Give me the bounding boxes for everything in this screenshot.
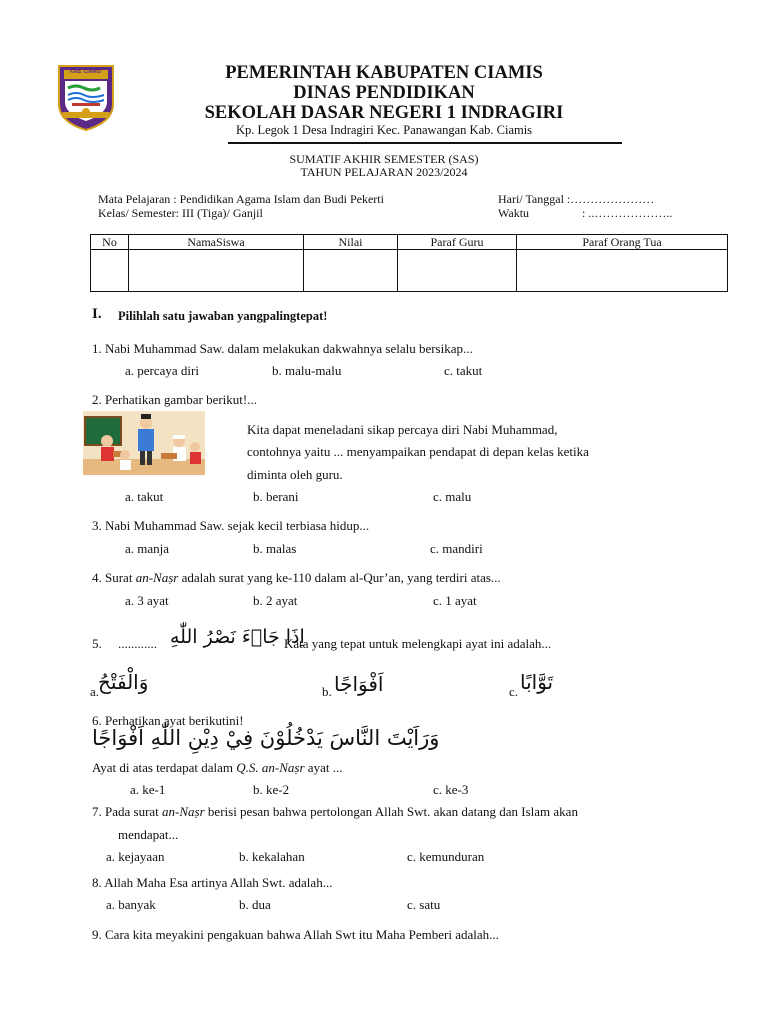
q1-option-a: a. percaya diri bbox=[125, 363, 199, 378]
q4-option-c: c. 1 ayat bbox=[433, 593, 477, 608]
q6-prompt-post: ayat ... bbox=[304, 760, 343, 775]
table-cell bbox=[517, 250, 728, 292]
q7-option-a: a. kejayaan bbox=[106, 849, 165, 864]
q4-text-pre: 4. Surat bbox=[92, 570, 136, 585]
q8-option-c: c. satu bbox=[407, 897, 441, 912]
q8-option-a: a. banyak bbox=[106, 897, 156, 912]
question-7-continued: mendapat... bbox=[118, 827, 179, 842]
q4-option-a: a. 3 ayat bbox=[125, 593, 169, 608]
q6-prompt bbox=[92, 760, 342, 776]
q5-option-a-label: a. bbox=[90, 684, 100, 699]
q6-surah-ref: Q.S. an-Naṣr bbox=[236, 760, 305, 775]
q2-option-b: b. berani bbox=[253, 489, 299, 504]
q4-surah-name: an-Naṣr bbox=[135, 570, 179, 585]
question-3: 3. Nabi Muhammad Saw. sejak kecil terbiasa hidup... bbox=[92, 518, 370, 533]
table-header: Paraf Orang Tua bbox=[517, 235, 728, 250]
table-header: Paraf Guru bbox=[398, 235, 517, 250]
question-5-number: 5. bbox=[92, 636, 102, 651]
q8-option-b: b. dua bbox=[239, 897, 271, 912]
q2-description-line2: contohnya yaitu ... menyampaikan pendapat di depan kelas ketika bbox=[247, 444, 589, 459]
question-4 bbox=[92, 570, 501, 586]
q5-option-c: تَوَّابًا bbox=[520, 670, 554, 694]
q2-description-line3: diminta oleh guru. bbox=[247, 467, 343, 482]
table-cell bbox=[398, 250, 517, 292]
q6-option-a: a. ke-1 bbox=[130, 782, 166, 797]
q4-option-b: b. 2 ayat bbox=[253, 593, 298, 608]
q3-option-a: a. manja bbox=[125, 541, 170, 556]
q7-option-c: c. kemunduran bbox=[407, 849, 485, 864]
header-government: PEMERINTAH KABUPATEN CIAMIS bbox=[225, 63, 543, 83]
q3-option-b: b. malas bbox=[253, 541, 297, 556]
question-7 bbox=[92, 804, 578, 820]
question-2: 2. Perhatikan gambar berikut!... bbox=[92, 392, 257, 407]
q7-text-post: berisi pesan bahwa pertolongan Allah Swt. akan datang dan Islam akan bbox=[204, 804, 578, 819]
table-header: Nilai bbox=[304, 235, 398, 250]
q4-text-post: adalah surat yang ke-110 dalam al-Qur’an, yang terdiri atas... bbox=[178, 570, 501, 585]
q7-option-b: b. kekalahan bbox=[239, 849, 305, 864]
section-number: I. bbox=[92, 306, 102, 322]
header-school: SEKOLAH DASAR NEGERI 1 INDRAGIRI bbox=[204, 103, 564, 123]
table-header: No bbox=[91, 235, 129, 250]
student-info-table bbox=[90, 234, 728, 292]
logo-text: KAB. CIAMIS bbox=[70, 69, 102, 75]
exam-title: SUMATIF AKHIR SEMESTER (SAS) bbox=[289, 152, 479, 166]
q2-description-line1: Kita dapat meneladani sikap percaya diri Nabi Muhammad, bbox=[247, 422, 558, 437]
q6-option-c: c. ke-3 bbox=[433, 782, 469, 797]
q1-option-c: c. takut bbox=[444, 363, 483, 378]
q2-option-a: a. takut bbox=[125, 489, 164, 504]
q7-text-pre: 7. Pada surat bbox=[92, 804, 163, 819]
q5-option-a: وَالْفَتْحُ bbox=[98, 670, 149, 694]
time-field: : ..……………….. bbox=[582, 206, 673, 220]
question-8: 8. Allah Maha Esa artinya Allah Swt. adalah... bbox=[92, 875, 333, 890]
question-6: 6. Perhatikan ayat berikutini! bbox=[92, 713, 244, 728]
header-address: Kp. Legok 1 Desa Indragiri Kec. Panawangan Kab. Ciamis bbox=[235, 123, 533, 137]
question-5-blank: ............ bbox=[118, 636, 157, 651]
table-header: NamaSiswa bbox=[129, 235, 304, 250]
table-cell bbox=[304, 250, 398, 292]
header-divider bbox=[228, 142, 622, 144]
table-cell bbox=[129, 250, 304, 292]
question-9: 9. Cara kita meyakini pengakuan bahwa Allah Swt itu Maha Pemberi adalah... bbox=[92, 927, 499, 942]
subject-field: Mata Pelajaran : Pendidikan Agama Islam dan Budi Pekerti bbox=[98, 192, 384, 206]
section-instruction: Pilihlah satu jawaban yangpalingtepat! bbox=[118, 309, 328, 323]
date-field: Hari/ Tanggal :………………… bbox=[498, 192, 655, 206]
q7-surah-name: an-Naṣr bbox=[162, 804, 205, 819]
table-cell bbox=[91, 250, 129, 292]
q5-option-c-label: c. bbox=[509, 684, 519, 699]
header-department: DINAS PENDIDIKAN bbox=[293, 83, 475, 103]
q5-option-b: اَفْوَاجًا bbox=[334, 672, 384, 696]
q6-arabic-verse: وَرَاَيْتَ النَّاسَ يَدْخُلُوْنَ فِيْ دِيْنِ اللّٰهِ اَفْوَاجًا bbox=[92, 726, 440, 750]
q3-option-c: c. mandiri bbox=[430, 541, 483, 556]
time-label: Waktu bbox=[498, 206, 530, 220]
q5-arabic-verse: اِذَا جَاۤءَ نَصْرُ اللّٰهِ bbox=[170, 626, 305, 648]
question-5-text: Kata yang tepat untuk melengkapi ayat ini adalah... bbox=[284, 636, 552, 651]
q2-option-c: c. malu bbox=[433, 489, 472, 504]
classroom-illustration bbox=[83, 411, 205, 475]
q5-option-b-label: b. bbox=[322, 684, 332, 699]
q6-option-b: b. ke-2 bbox=[253, 782, 290, 797]
exam-year: TAHUN PELAJARAN 2023/2024 bbox=[300, 165, 468, 179]
question-1: 1. Nabi Muhammad Saw. dalam melakukan dakwahnya selalu bersikap... bbox=[92, 341, 473, 356]
q1-option-b: b. malu-malu bbox=[272, 363, 342, 378]
class-field: Kelas/ Semester: III (Tiga)/ Ganjil bbox=[98, 206, 263, 220]
q6-prompt-pre: Ayat di atas terdapat dalam bbox=[92, 760, 237, 775]
